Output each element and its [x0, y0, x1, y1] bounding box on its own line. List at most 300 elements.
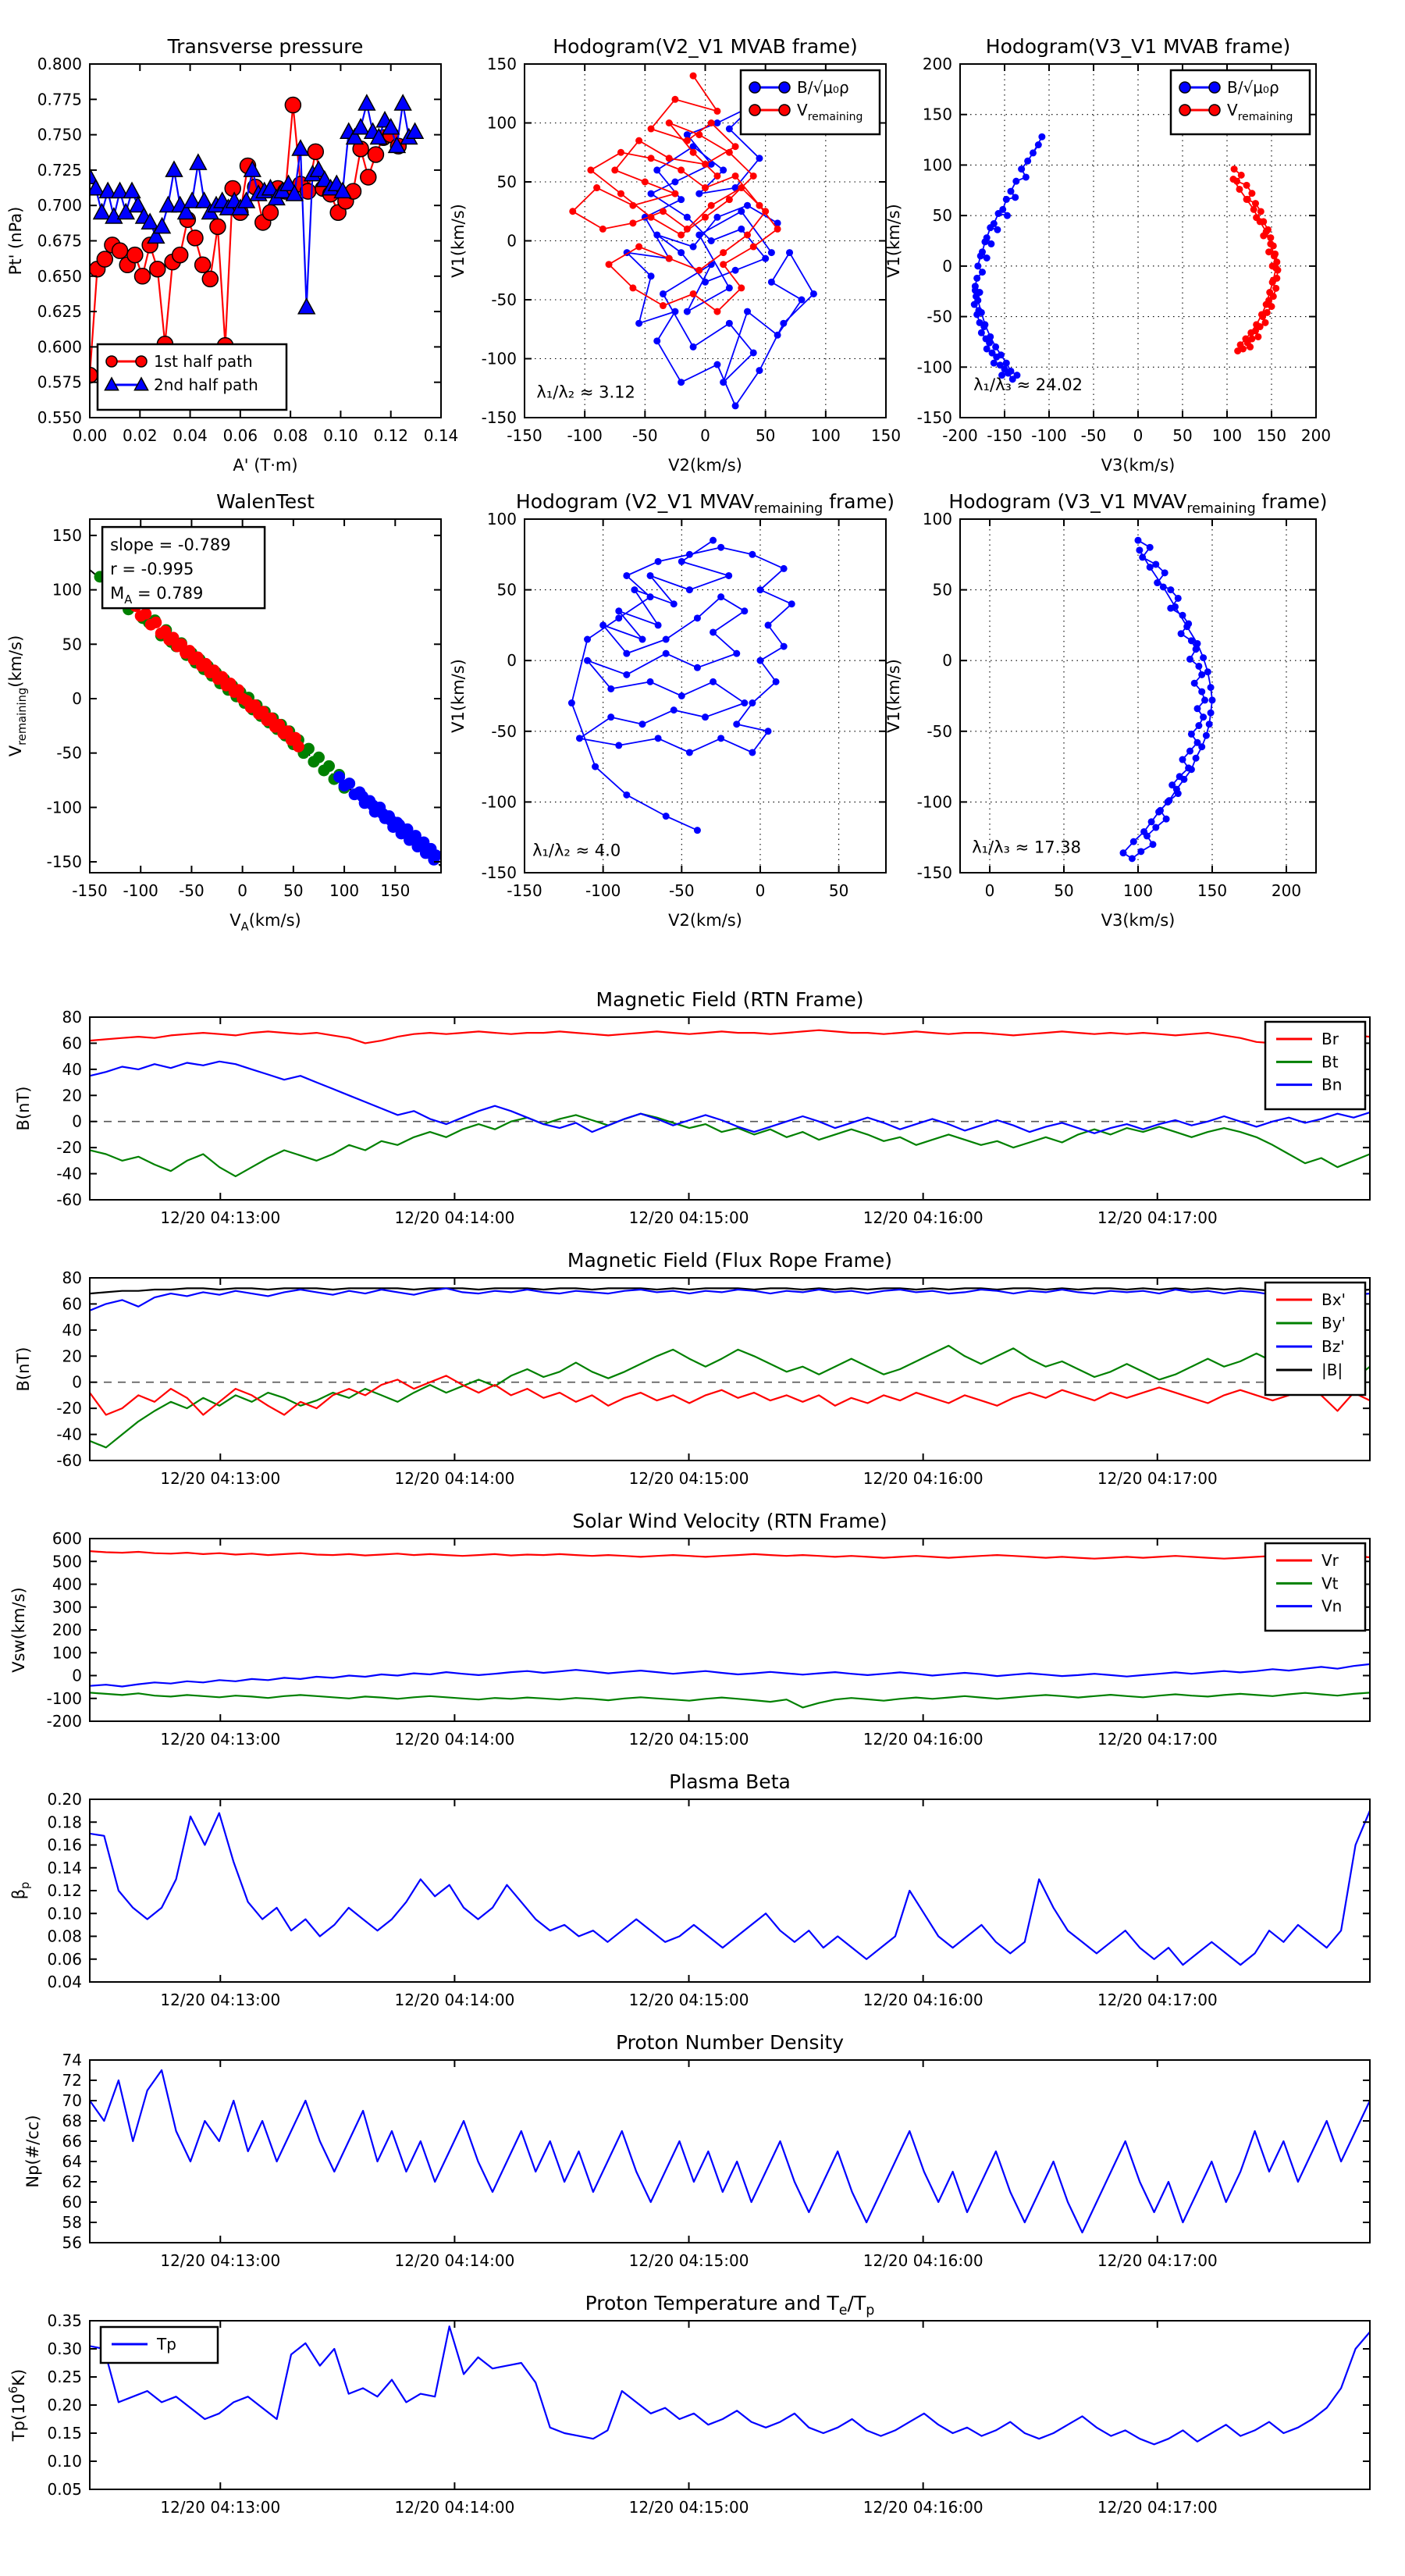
data-point-marker [638, 636, 646, 643]
panel-title: Magnetic Field (Flux Rope Frame) [567, 1249, 893, 1272]
data-point-marker [1263, 301, 1270, 308]
series-Bn [90, 1062, 1370, 1133]
data-point-marker [773, 678, 780, 685]
x-tick-label: 12/20 04:17:00 [1097, 2251, 1218, 2270]
data-point-marker [313, 752, 325, 763]
data-point-marker [732, 143, 739, 150]
data-point-marker [779, 105, 790, 116]
data-point-marker [744, 308, 751, 315]
data-point-marker [368, 147, 383, 162]
y-tick-label: 64 [62, 2152, 82, 2171]
panel-title: WalenTest [216, 490, 315, 513]
data-point-marker [1250, 206, 1257, 213]
data-point-marker [670, 600, 678, 607]
data-point-marker [972, 286, 979, 294]
y-tick-label: 40 [62, 1059, 82, 1079]
data-point-marker [1254, 333, 1261, 340]
legend-item-label: |B| [1321, 1361, 1343, 1379]
axes-frame [90, 1017, 1370, 1200]
x-tick-label: 50 [283, 881, 304, 900]
data-point-marker [593, 184, 600, 191]
annotation-text: slope = -0.789 [110, 535, 231, 555]
data-point-marker [663, 650, 670, 657]
data-point-marker [750, 244, 757, 251]
data-point-marker [1209, 696, 1216, 703]
data-point-marker [653, 166, 660, 173]
data-point-marker [655, 621, 662, 628]
data-point-marker [1203, 732, 1210, 739]
data-point-marker [733, 720, 740, 728]
data-point-marker [1243, 196, 1250, 203]
x-axis-label: V2(km/s) [668, 456, 742, 475]
data-point-marker [756, 657, 763, 664]
y-tick-label: 40 [62, 1320, 82, 1340]
data-point-marker [97, 251, 112, 267]
data-point-marker [1163, 816, 1170, 823]
x-tick-label: 12/20 04:16:00 [863, 1991, 984, 2009]
x-tick-label: 12/20 04:14:00 [394, 1991, 515, 2009]
data-point-marker [738, 184, 745, 191]
legend-item-label: 2nd half path [154, 375, 258, 394]
y-tick-label: -150 [46, 852, 82, 872]
y-tick-label: 0.14 [47, 1858, 82, 1877]
x-tick-label: 50 [828, 881, 849, 900]
data-point-marker [1018, 165, 1025, 173]
y-tick-label: 0 [72, 1666, 82, 1685]
x-tick-label: 12/20 04:13:00 [160, 1469, 281, 1488]
panel-hodogram-v3v1-mvav [884, 490, 1328, 930]
data-point-marker [994, 226, 1001, 233]
data-point-marker [1024, 158, 1031, 165]
data-point-marker [690, 343, 697, 350]
data-point-marker [606, 261, 613, 268]
x-tick-label: 12/20 04:17:00 [1097, 2498, 1218, 2517]
data-point-marker [984, 254, 991, 262]
y-tick-label: -100 [481, 792, 517, 812]
panel-transverse-pressure [6, 35, 458, 475]
data-point-marker [343, 777, 355, 789]
y-tick-label: 0.550 [37, 408, 82, 427]
data-point-marker [762, 255, 769, 262]
data-point-marker [733, 650, 740, 657]
data-point-marker [1208, 710, 1215, 717]
data-point-marker [635, 320, 642, 327]
data-point-marker [987, 240, 994, 247]
data-point-marker [136, 356, 147, 367]
y-tick-label: 150 [52, 525, 82, 545]
panel-vsw-rtn [9, 1510, 1370, 1749]
data-point-marker [1035, 141, 1042, 148]
data-point-marker [1148, 818, 1155, 825]
data-point-marker [1209, 105, 1220, 116]
y-tick-label: -40 [56, 1425, 82, 1444]
data-point-marker [781, 643, 788, 650]
y-tick-label: -20 [56, 1399, 82, 1418]
legend-item-label: Bx' [1321, 1290, 1346, 1309]
y-tick-label: -20 [56, 1138, 82, 1158]
data-point-marker [1120, 849, 1127, 856]
data-point-marker [638, 720, 646, 728]
data-point-marker [1147, 564, 1154, 571]
data-point-marker [750, 349, 757, 356]
data-point-marker [1200, 654, 1207, 661]
data-point-marker [127, 247, 143, 263]
y-tick-label: 50 [932, 580, 952, 600]
data-point-marker [1193, 755, 1200, 762]
y-tick-label: 0.10 [47, 1904, 82, 1923]
legend [1171, 70, 1310, 134]
y-axis-label: V1(km/s) [884, 204, 903, 278]
x-tick-label: 0.08 [272, 426, 308, 445]
data-point-marker [717, 593, 724, 600]
data-point-marker [623, 572, 630, 579]
data-point-marker [1198, 743, 1205, 750]
data-point-marker [749, 551, 756, 558]
data-point-marker [1183, 623, 1190, 630]
data-point-marker [708, 202, 715, 209]
data-point-marker [732, 402, 739, 409]
y-tick-label: 20 [62, 1086, 82, 1105]
panel-hodogram-v3v1-mvab [884, 35, 1331, 475]
data-point-marker [1234, 347, 1241, 354]
y-tick-label: 0.625 [37, 302, 82, 322]
x-tick-label: 12/20 04:16:00 [863, 1208, 984, 1227]
x-tick-label: 12/20 04:16:00 [863, 1469, 984, 1488]
data-point-marker [1238, 172, 1245, 179]
data-point-marker [1272, 265, 1279, 272]
data-point-marker [1012, 194, 1019, 201]
y-tick-label: 0.05 [47, 2480, 82, 2499]
data-point-marker [678, 558, 685, 565]
data-point-marker [756, 586, 763, 593]
data-point-marker [629, 284, 636, 291]
x-tick-label: 12/20 04:17:00 [1097, 1991, 1218, 2009]
legend-item-label: Bz' [1321, 1337, 1345, 1356]
data-point-marker [756, 367, 763, 374]
x-tick-label: 12/20 04:13:00 [160, 1730, 281, 1749]
panel-title: Plasma Beta [669, 1770, 791, 1793]
data-point-marker [655, 735, 662, 742]
data-point-marker [1007, 188, 1014, 195]
x-tick-label: 12/20 04:15:00 [628, 1208, 749, 1227]
x-tick-label: 0 [700, 426, 710, 445]
x-axis-label: V2(km/s) [668, 911, 742, 930]
y-tick-label: 0.25 [47, 2368, 82, 2386]
x-tick-label: 150 [1197, 881, 1228, 900]
y-tick-label: 68 [62, 2112, 82, 2130]
legend-item-label: Bn [1321, 1075, 1343, 1094]
data-point-marker [779, 82, 790, 93]
x-tick-label: 100 [1122, 881, 1154, 900]
x-tick-label: 150 [380, 881, 411, 900]
legend-item-label: Vr [1321, 1551, 1339, 1570]
data-point-marker [671, 96, 678, 103]
data-point-marker [135, 269, 151, 284]
x-tick-label: 12/20 04:15:00 [628, 2498, 749, 2517]
data-point-marker [1186, 656, 1193, 663]
axes-frame [960, 519, 1316, 873]
data-point-marker [655, 558, 662, 565]
y-tick-label: 0.725 [37, 160, 82, 180]
data-point-marker [1270, 276, 1277, 283]
data-point-marker [708, 119, 715, 126]
x-tick-label: 0 [1133, 426, 1144, 445]
y-tick-label: -50 [56, 743, 82, 763]
y-tick-label: -100 [916, 792, 952, 812]
legend-item-label: By' [1321, 1314, 1346, 1332]
x-tick-label: 12/20 04:16:00 [863, 2251, 984, 2270]
data-point-marker [1179, 756, 1186, 763]
y-axis-label: $V_{remaining}(km/s)$ [6, 635, 29, 757]
x-tick-label: 0.04 [173, 426, 208, 445]
y-tick-label: 100 [922, 510, 952, 528]
y-tick-label: 0.700 [37, 196, 82, 215]
x-tick-label: 12/20 04:15:00 [628, 1469, 749, 1488]
data-point-marker [702, 713, 709, 720]
y-tick-label: 50 [62, 635, 82, 654]
data-point-marker [262, 205, 278, 220]
data-point-marker [1038, 133, 1045, 141]
y-tick-label: 60 [62, 1034, 82, 1053]
y-tick-label: -60 [56, 1451, 82, 1470]
data-point-marker [584, 636, 591, 643]
data-point-marker [1257, 218, 1264, 225]
y-tick-label: 0.20 [47, 2396, 82, 2414]
data-point-marker [684, 214, 691, 221]
x-tick-label: -100 [585, 881, 621, 900]
data-point-marker [1209, 82, 1220, 93]
x-tick-label: 12/20 04:14:00 [394, 1208, 515, 1227]
y-tick-label: 0.08 [47, 1927, 82, 1946]
data-point-marker [749, 699, 756, 706]
data-point-marker [1130, 838, 1137, 845]
annotation-text: λ₁/λ₂ ≈ 4.0 [532, 841, 621, 860]
data-point-marker [617, 190, 624, 197]
data-point-marker [741, 699, 748, 706]
y-tick-label: 60 [62, 2193, 82, 2211]
data-point-marker [749, 749, 756, 756]
x-tick-label: 0 [984, 881, 995, 900]
data-point-marker [195, 257, 211, 272]
data-point-marker [1150, 841, 1157, 848]
data-point-marker [1161, 569, 1168, 576]
x-tick-label: 0.00 [72, 426, 108, 445]
data-point-marker [749, 105, 760, 116]
legend [98, 344, 286, 410]
data-point-marker [617, 149, 624, 156]
panel-plasma-beta [9, 1770, 1370, 2009]
data-point-marker [1147, 544, 1154, 551]
x-tick-label: 12/20 04:14:00 [394, 1730, 515, 1749]
data-point-marker [977, 252, 984, 259]
data-point-marker [720, 261, 727, 268]
y-tick-label: -100 [46, 798, 82, 817]
legend [1265, 1283, 1365, 1395]
data-point-marker [635, 137, 642, 144]
data-point-marker [1248, 190, 1255, 197]
y-tick-label: -50 [927, 307, 952, 326]
data-point-marker [187, 230, 203, 246]
data-point-marker [569, 208, 576, 215]
data-point-marker [678, 196, 685, 203]
annotation-text: r = -0.995 [110, 560, 194, 579]
legend-item-label: Vn [1321, 1596, 1343, 1616]
x-tick-label: 12/20 04:17:00 [1097, 1208, 1218, 1227]
y-tick-label: 66 [62, 2132, 82, 2151]
data-point-marker [974, 297, 981, 304]
data-point-marker [992, 343, 999, 350]
y-axis-label: Np(#/cc) [23, 2115, 42, 2188]
data-point-marker [202, 271, 218, 286]
x-axis-label: A' (T·m) [233, 456, 298, 475]
data-point-marker [690, 149, 697, 156]
data-point-marker [738, 226, 745, 233]
data-point-marker [395, 95, 411, 110]
x-tick-label: -150 [507, 426, 542, 445]
data-point-marker [587, 166, 594, 173]
legend-item-label: Vt [1321, 1574, 1339, 1593]
x-tick-label: 12/20 04:16:00 [863, 1730, 984, 1749]
data-point-marker [1136, 546, 1143, 553]
data-point-marker [1195, 722, 1202, 729]
data-point-marker [991, 360, 998, 367]
data-point-marker [112, 243, 128, 258]
annotation-text: λ₁/λ₃ ≈ 17.38 [972, 838, 1082, 857]
data-point-marker [1160, 583, 1167, 590]
data-point-marker [710, 678, 717, 685]
x-tick-label: -150 [72, 881, 108, 900]
data-point-marker [694, 827, 701, 834]
data-point-marker [623, 671, 630, 678]
x-tick-label: 200 [1271, 881, 1302, 900]
x-tick-label: -50 [668, 881, 695, 900]
data-point-marker [981, 321, 988, 328]
data-point-marker [678, 249, 685, 256]
data-point-marker [725, 572, 732, 579]
data-point-marker [768, 279, 775, 286]
data-point-marker [607, 685, 614, 692]
legend [1265, 1022, 1365, 1109]
data-point-marker [648, 190, 655, 197]
data-point-marker [615, 614, 622, 621]
x-tick-label: 12/20 04:15:00 [628, 1991, 749, 2009]
series-beta-p [90, 1811, 1370, 1966]
data-point-marker [1167, 586, 1174, 593]
data-point-marker [678, 166, 685, 173]
data-point-marker [140, 608, 151, 620]
x-tick-label: -150 [507, 881, 542, 900]
x-tick-label: 0.10 [323, 426, 358, 445]
data-point-marker [788, 600, 795, 607]
data-point-marker [635, 244, 642, 251]
y-axis-label: $\beta_p$ [9, 1881, 32, 1900]
data-point-marker [726, 126, 733, 133]
y-tick-label: 0 [507, 651, 517, 671]
y-tick-label: 60 [62, 1294, 82, 1314]
y-tick-label: 0.800 [37, 55, 82, 73]
x-tick-label: 100 [1211, 426, 1243, 445]
data-point-marker [647, 678, 654, 685]
data-point-marker [285, 98, 301, 113]
data-point-marker [1258, 311, 1265, 318]
y-tick-label: -150 [481, 863, 517, 882]
x-axis-label: V3(km/s) [1101, 456, 1176, 475]
data-point-marker [690, 290, 697, 297]
legend-item-label: B/√μ₀ρ [797, 78, 849, 97]
data-point-marker [576, 735, 583, 742]
x-tick-label: 12/20 04:16:00 [863, 2498, 984, 2517]
data-point-marker [774, 332, 781, 339]
y-tick-label: 80 [62, 1268, 82, 1287]
y-tick-label: -100 [46, 1688, 82, 1708]
data-point-marker [684, 308, 691, 315]
data-point-marker [690, 73, 697, 80]
series-Br [90, 1030, 1370, 1044]
panel-title: Hodogram(V3_V1 MVAB frame) [985, 35, 1291, 58]
y-axis-label: V1(km/s) [449, 204, 468, 278]
axes-frame [525, 519, 886, 873]
x-tick-label: -50 [179, 881, 205, 900]
x-tick-label: 12/20 04:17:00 [1097, 1730, 1218, 1749]
data-point-marker [629, 202, 636, 209]
data-point-marker [768, 249, 775, 256]
data-point-marker [1194, 705, 1201, 712]
data-point-marker [694, 614, 701, 621]
y-tick-label: 200 [922, 55, 952, 73]
y-tick-label: 50 [932, 206, 952, 226]
x-tick-label: 12/20 04:14:00 [394, 1469, 515, 1488]
data-point-marker [1180, 776, 1187, 783]
data-point-marker [765, 621, 772, 628]
axes-frame [90, 1278, 1370, 1461]
y-tick-label: 600 [52, 1529, 82, 1548]
data-point-marker [1186, 748, 1193, 755]
x-tick-label: 200 [1300, 426, 1332, 445]
data-point-marker [660, 208, 667, 215]
data-point-marker [1237, 341, 1244, 348]
y-axis-label: B(nT) [14, 1086, 33, 1131]
data-point-marker [1242, 336, 1249, 343]
data-point-marker [666, 255, 673, 262]
data-point-marker [708, 237, 715, 244]
data-point-marker [786, 249, 793, 256]
data-point-marker [710, 628, 717, 635]
x-tick-label: 0 [237, 881, 248, 900]
data-point-marker [978, 329, 985, 336]
data-point-marker [1247, 329, 1254, 336]
data-point-marker [361, 169, 376, 185]
y-tick-label: 0.35 [47, 2311, 82, 2330]
panel-title: Hodogram (V3_V1 $MVAV_{remaining}$ frame) [948, 490, 1328, 517]
x-axis-label: V3(km/s) [1101, 911, 1176, 930]
data-point-marker [1243, 182, 1250, 189]
data-point-marker [303, 743, 315, 755]
x-tick-label: 150 [870, 426, 902, 445]
data-point-marker [599, 621, 606, 628]
data-point-marker [648, 155, 655, 162]
y-tick-label: 80 [62, 1008, 82, 1026]
data-point-marker [717, 544, 724, 551]
data-point-marker [629, 219, 636, 226]
data-point-marker [592, 763, 599, 770]
series-Vr [90, 1551, 1370, 1560]
data-point-marker [357, 791, 368, 802]
y-tick-label: 500 [52, 1552, 82, 1571]
y-tick-label: 100 [486, 113, 517, 133]
data-point-marker [308, 144, 323, 159]
series-Bz-prime [90, 1288, 1370, 1310]
annotation-text: λ₁/λ₃ ≈ 24.02 [973, 375, 1083, 395]
